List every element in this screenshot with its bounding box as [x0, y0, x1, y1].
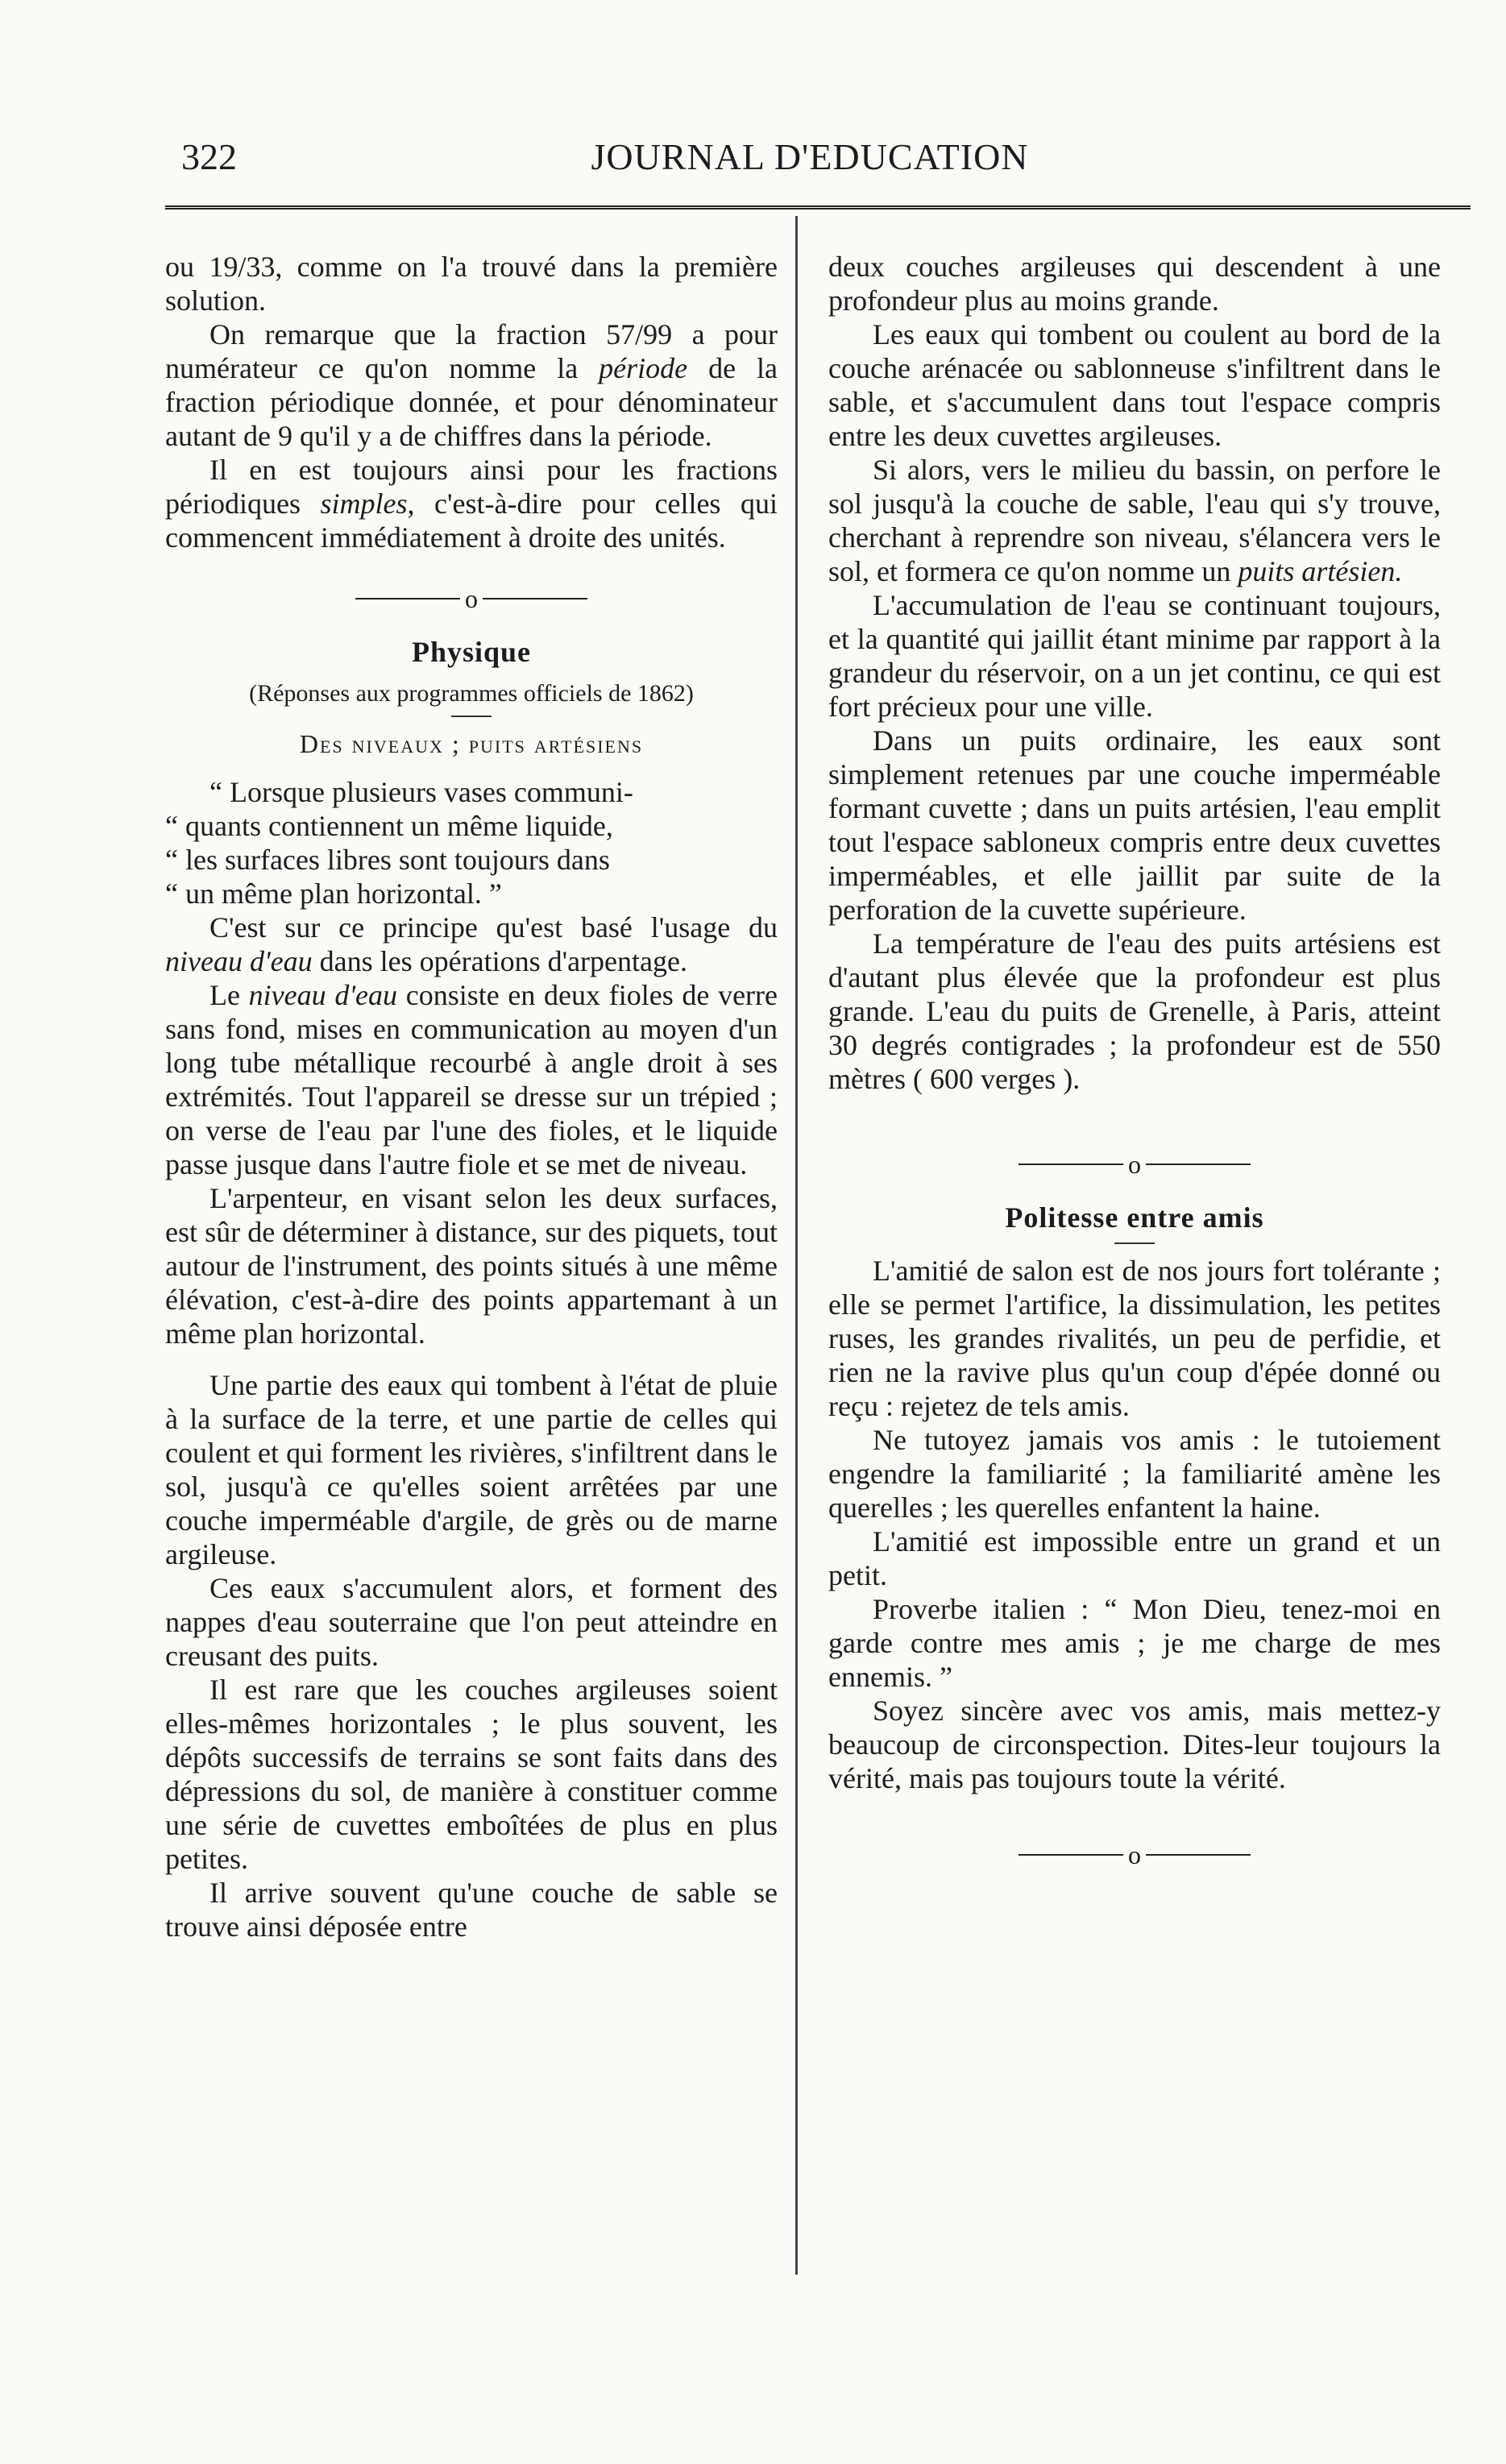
paragraph: L'amitié est impossible entre un grand et un petit. [828, 1524, 1441, 1591]
left-column [165, 250, 778, 1943]
section-separator: o [828, 1836, 1441, 1873]
paragraph: ou 19/33, comme on l'a trouvé dans la première solution. [165, 251, 778, 317]
paragraph: L'arpenteur, en visant selon les deux surfaces, est sûr de déterminer à distance, sur des piquets, tout autour de l'instrument, des points situés à une même élévation, c'est-à-dire des points appartemant à un même plan horizontal. [165, 1181, 778, 1350]
page-number: 322 [181, 136, 237, 177]
right-column [828, 250, 1441, 1891]
paragraph: Dans un puits ordinaire, les eaux sont simplement retenues par une couche imperméable formant cuvette ; dans un puits artésien, l'eau emplit tout l'espace sabloneux compris entre deux cuvettes imperméables, et elle jaillit par suite de la perforation de la cuvette supérieure. [828, 724, 1441, 926]
paragraph: La température de l'eau des puits artésiens est d'autant plus élevée que la profondeur est plus grande. L'eau du puits de Grenelle, à Paris, atteint 30 degrés contigrades ; la profondeur est de 550 mètres ( 600 verges ). [828, 927, 1441, 1095]
page-header [165, 135, 1454, 184]
paragraph: Ces eaux s'accumulent alors, et forment des nappes d'eau souterraine que l'on peut atteindre en creusant des puits. [165, 1571, 778, 1672]
paragraph: Une partie des eaux qui tombent à l'état de pluie à la surface de la terre, et une partie de celles qui coulent et qui forment les rivières, s'infiltrent dans le sol, jusqu'à ce qu'elles soient arrêtées par une couche imperméable d'argile, de grès ou de marne argileuse. [165, 1368, 778, 1570]
column-divider [795, 216, 798, 2275]
paragraph: Ne tutoyez jamais vos amis : le tutoiement engendre la familiarité ; la familiarité amène les querelles ; les querelles enfantent la haine. [828, 1423, 1441, 1524]
paragraph: Il en est toujours ainsi pour les fractions périodiques simples, c'est-à-dire pour celles qui commencent immédiatement à droite des unités. [165, 454, 778, 554]
paragraph: Soyez sincère avec vos amis, mais mettez-y beaucoup de circonspection. Dites-leur toujours la vérité, mais pas toujours toute la vérité. [828, 1694, 1441, 1794]
short-rule [1114, 1242, 1155, 1244]
paragraph: On remarque que la fraction 57/99 a pour numérateur ce qu'on nomme la période de la fraction périodique donnée, et pour dénominateur autant de 9 qu'il y a de chiffres dans la période. [165, 318, 778, 452]
paragraph: L'accumulation de l'eau se continuant toujours, et la quantité qui jaillit étant minime par rapport à la grandeur du réservoir, on a un jet continu, ce qui est fort précieux pour une ville. [828, 589, 1441, 723]
paragraph: Il est rare que les couches argileuses soient elles-mêmes horizontales ; le plus souvent, les dépôts successifs de terrains se sont faits dans des dépressions du sol, de manière à constituer comme une série de cuvettes emboîtées de plus en plus petites. [165, 1673, 778, 1875]
quote-line: “ quants contiennent un même liquide, [165, 809, 613, 842]
section-title: Politesse entre amis [1005, 1201, 1264, 1234]
section-note: (Réponses aux programmes officiels de 1862) [249, 679, 694, 707]
topic-title: Des niveaux ; puits artésiens [299, 728, 644, 758]
paragraph: L'amitié de salon est de nos jours fort tolérante ; elle se permet l'artifice, la dissimulation, les petites ruses, les grandes rivalités, un peu de perfidie, et rien ne la ravive plus qu'un coup d'épée donné ou reçu : rejetez de tels amis. [828, 1254, 1441, 1422]
quote-line: “ les surfaces libres sont toujours dans [165, 843, 610, 876]
paragraph: Le niveau d'eau consiste en deux fioles de verre sans fond, mises en communication au moyen d'un long tube métallique recourbé à angle droit à ses extrémités. Tout l'appareil se dresse sur un trépied ; on verse de l'eau par l'une des fioles, et le liquide passe jusque dans l'autre fiole et se met de niveau. [165, 978, 778, 1180]
section-separator: o [828, 1144, 1441, 1181]
journal-title: JOURNAL D'EDUCATION [591, 136, 1029, 177]
paragraph: Si alors, vers le milieu du bassin, on perfore le sol jusqu'à la couche de sable, l'eau qui s'y trouve, cherchant à reprendre son niveau, s'élancera vers le sol, et formera ce qu'on nomme un puits artésien. [828, 454, 1441, 587]
paragraph: Les eaux qui tombent ou coulent au bord de la couche arénacée ou sablonneuse s'infiltrent dans le sable, et s'accumulent dans tout l'espace compris entre les deux cuvettes argileuses. [828, 318, 1441, 452]
header-rule [165, 205, 1471, 209]
paragraph: Proverbe italien : “ Mon Dieu, tenez-moi en garde contre mes amis ; je me charge de mes ennemis. ” [828, 1592, 1441, 1693]
section-separator: o [165, 579, 778, 616]
section-title: Physique [411, 635, 532, 668]
quote-line: “ Lorsque plusieurs vases communi- [210, 775, 633, 808]
short-rule [451, 716, 492, 717]
paragraph: Il arrive souvent qu'une couche de sable se trouve ainsi déposée entre [165, 1876, 778, 1943]
paragraph: C'est sur ce principe qu'est basé l'usage du niveau d'eau dans les opérations d'arpentage. [165, 911, 778, 977]
quotation [165, 775, 778, 911]
paragraph: deux couches argileuses qui descendent à une profondeur plus au moins grande. [828, 251, 1441, 317]
quote-line: “ un même plan horizontal. ” [165, 877, 502, 910]
